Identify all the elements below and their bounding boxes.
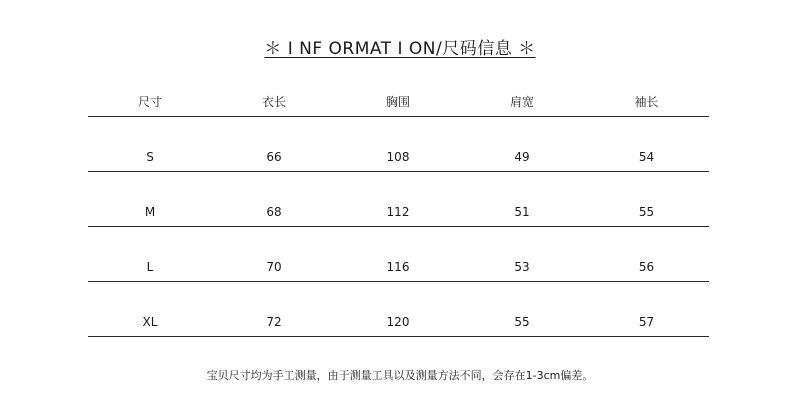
cell-sleeve: 56 [638,260,655,274]
cell-size: L [146,260,154,274]
title-text: ＊ I NF ORMAT I ON/尺码信息 ＊ [264,39,536,59]
cell-sleeve: 55 [638,205,655,219]
header-size: 尺寸 [137,95,162,109]
header-shoulder: 肩宽 [509,95,534,109]
table-row [88,172,709,227]
page-title [0,38,800,60]
cell-shoulder: 49 [514,150,530,164]
cell-length: 68 [266,205,282,219]
cell-chest: 120 [386,315,410,329]
header-length: 衣长 [261,95,286,109]
measurement-note: 宝贝尺寸均为手工测量，由于测量工具以及测量方法不同，会存在1-3cm偏差。 [206,369,594,382]
cell-sleeve: 54 [638,150,655,164]
cell-shoulder: 53 [514,260,530,274]
header-sleeve: 袖长 [634,95,659,109]
cell-sleeve: 57 [638,315,655,329]
cell-size: XL [142,315,158,329]
header-chest: 胸围 [385,95,410,109]
cell-size: M [144,205,156,219]
cell-length: 72 [266,315,282,329]
cell-length: 66 [266,150,282,164]
cell-shoulder: 55 [514,315,530,329]
cell-chest: 116 [386,260,410,274]
table-row [88,282,709,337]
cell-chest: 112 [386,205,410,219]
table-row [88,117,709,172]
table-header-row [88,88,709,117]
cell-length: 70 [266,260,282,274]
cell-size: S [146,150,154,164]
size-table [88,88,709,337]
cell-shoulder: 51 [514,205,530,219]
cell-chest: 108 [386,150,410,164]
table-row [88,227,709,282]
